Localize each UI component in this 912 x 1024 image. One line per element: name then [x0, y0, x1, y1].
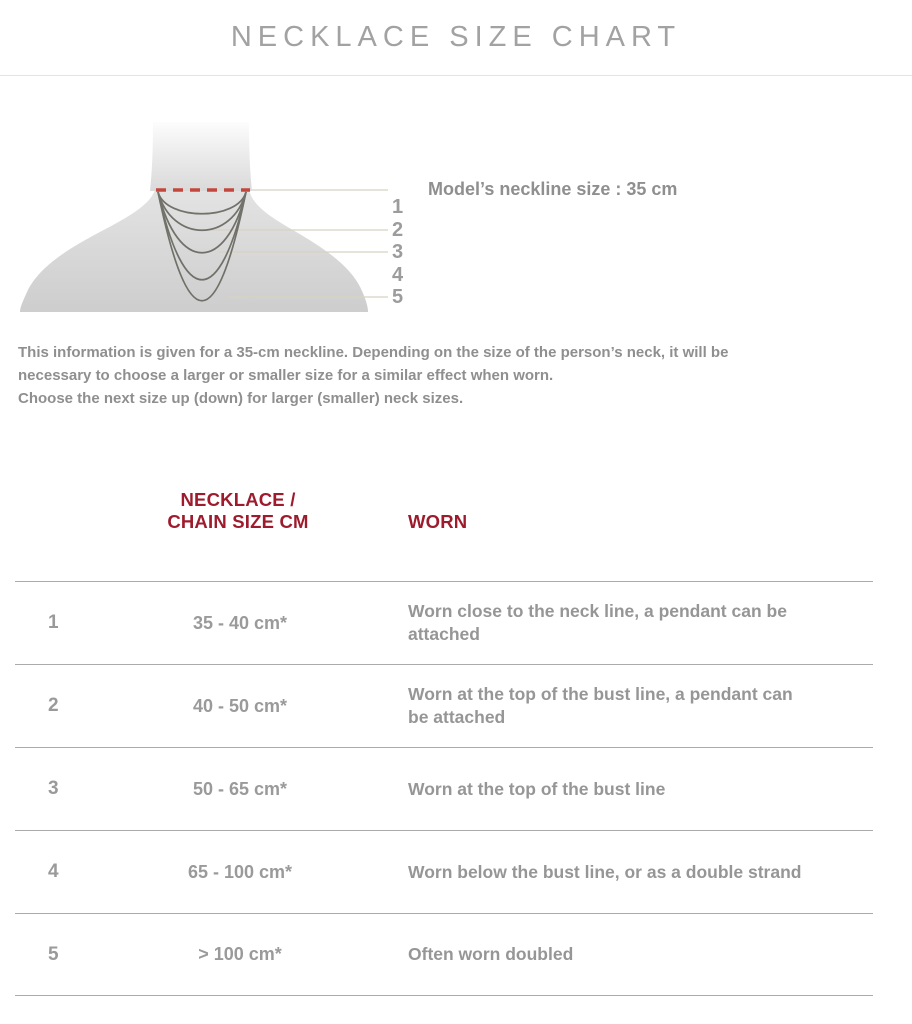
row-5-worn [385, 943, 873, 966]
row-1-worn-line2: attached [408, 624, 480, 644]
column-header-worn: WORN [408, 511, 468, 532]
row-4-size: 65 - 100 cm* [187, 861, 293, 882]
row-2-worn-line2: be attached [408, 707, 506, 727]
info-line-1: This information is given for a 35-cm neckline. Depending on the size of the person’s neck, it will be [18, 344, 729, 361]
row-2-number: 2 [48, 695, 59, 716]
row-1-size: 35 - 40 cm* [192, 612, 288, 633]
table-row-1 [15, 581, 873, 664]
table-row-3 [15, 747, 873, 830]
row-4-worn [385, 861, 873, 884]
model-neckline-label: Model’s neckline size : 35 cm [428, 179, 678, 199]
info-paragraph [18, 341, 728, 410]
row-2-size: 40 - 50 cm* [192, 695, 288, 716]
table-row-5 [15, 913, 873, 996]
necklace-diagram [0, 0, 912, 340]
diagram-callout-4: 4 [392, 264, 404, 286]
row-5-worn-line1: Often worn doubled [408, 944, 574, 964]
column-header-size-line1: NECKLACE / [180, 489, 296, 510]
diagram-callout-2: 2 [392, 219, 404, 241]
row-3-size: 50 - 65 cm* [192, 778, 288, 799]
diagram-callout-1: 1 [392, 196, 404, 218]
row-5-number: 5 [48, 943, 59, 965]
diagram-callout-5: 5 [392, 286, 404, 308]
row-4-worn-line1: Worn below the bust line, or as a double strand [408, 861, 802, 882]
info-line-2: necessary to choose a larger or smaller size for a similar effect when worn. [18, 367, 554, 384]
size-table [15, 581, 873, 996]
page-title: NECKLACE SIZE CHART [230, 21, 682, 53]
table-row-4 [15, 830, 873, 913]
column-header-size [110, 489, 366, 533]
column-header-size-line2: CHAIN SIZE CM [167, 511, 309, 532]
row-2-worn [385, 683, 873, 729]
info-line-3: Choose the next size up (down) for larger (smaller) neck sizes. [18, 390, 464, 407]
row-1-worn [385, 600, 873, 646]
row-3-number: 3 [48, 778, 59, 799]
row-1-worn-line1: Worn close to the neck line, a pendant can be [408, 601, 787, 621]
row-1-number: 1 [48, 612, 59, 633]
row-3-worn-line1: Worn at the top of the bust line [408, 778, 666, 799]
diagram-callout-3: 3 [392, 241, 404, 263]
row-4-number: 4 [48, 861, 59, 882]
table-row-2 [15, 664, 873, 747]
neck-shape [150, 122, 252, 191]
row-2-worn-line1: Worn at the top of the bust line, a pendant can [408, 684, 793, 704]
row-5-size: > 100 cm* [198, 944, 282, 964]
row-3-worn [385, 778, 873, 801]
